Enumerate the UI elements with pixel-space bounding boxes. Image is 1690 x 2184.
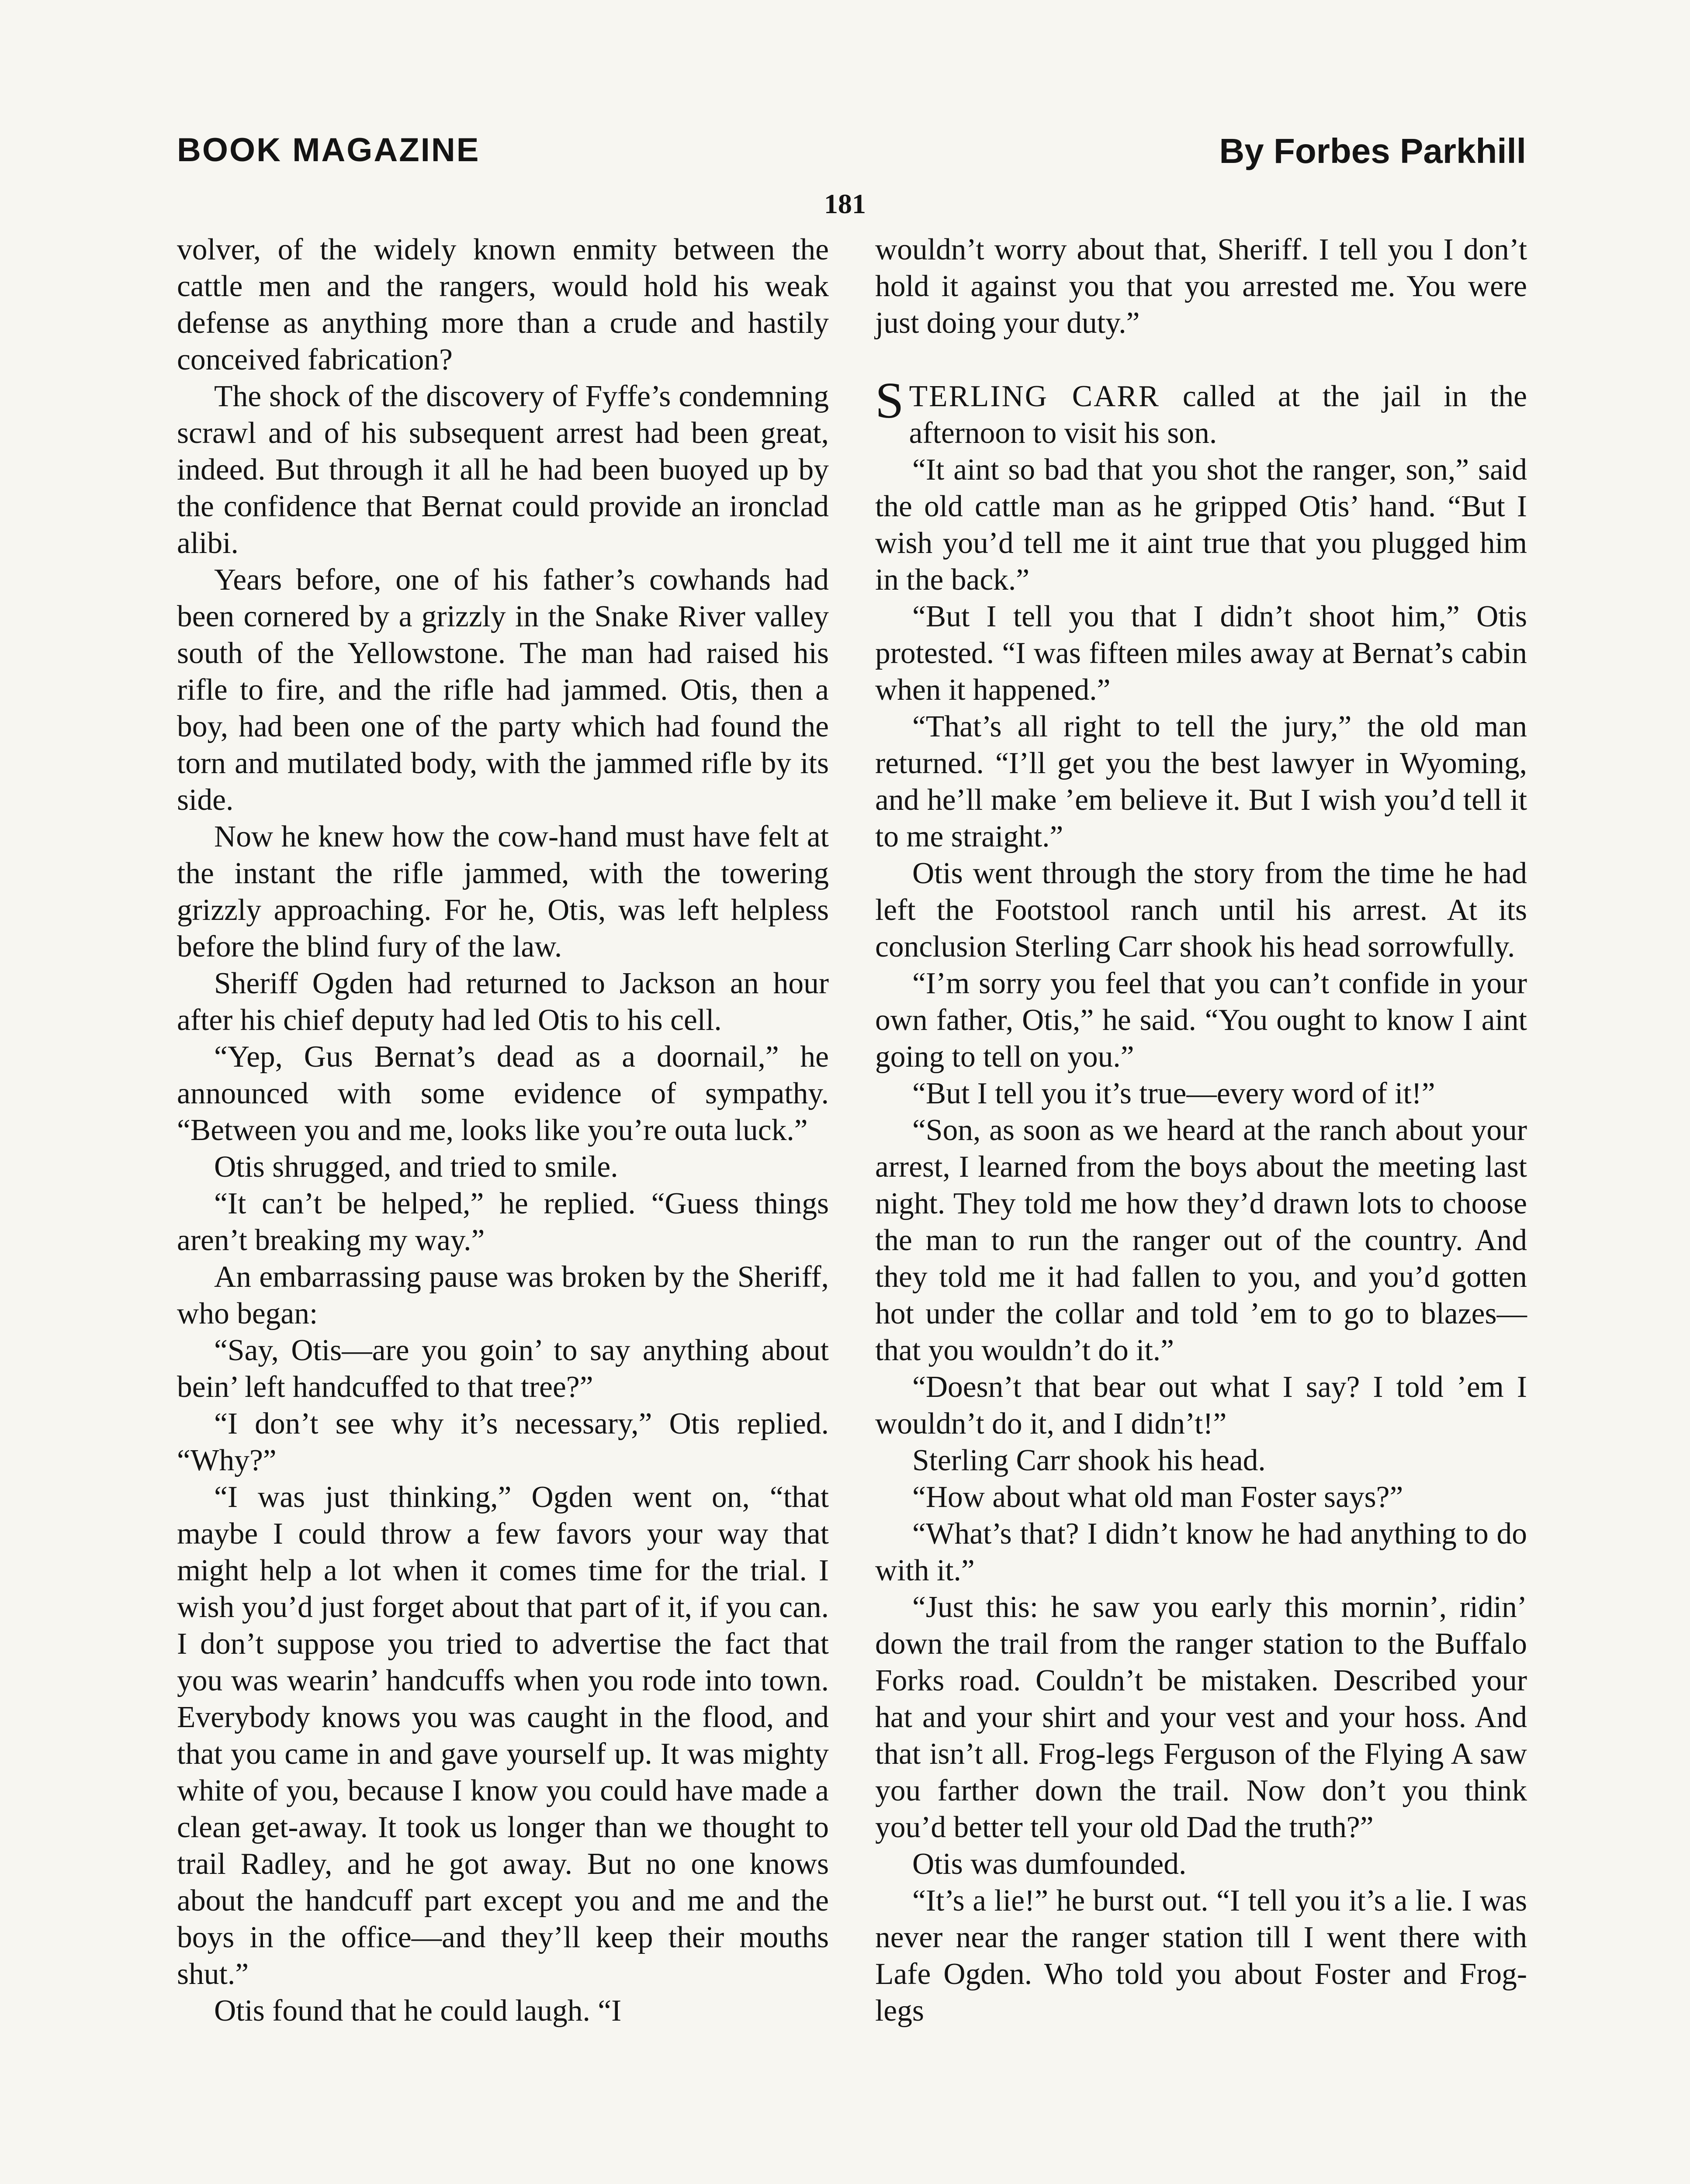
paragraph: volver, of the widely known enmity between the cattle men and the rangers, would hold his weak defense as anything more than a crude and hastily conceived fabrication? <box>177 233 829 377</box>
paragraph: “How about what old man Foster says?” <box>912 1480 1403 1514</box>
paragraph: An embarrassing pause was broken by the Sheriff, who began: <box>177 1260 829 1330</box>
paragraph: “I don’t see why it’s necessary,” Otis replied. “Why?” <box>177 1407 829 1477</box>
left-column <box>177 232 829 2029</box>
paragraph: “Just this: he saw you early this mornin’, ridin’ down the trail from the ranger station to the Buffalo Forks road. Couldn’t be mistaken. Described your hat and your shirt and your vest and your hoss. And that isn’t all. Frog-legs Ferguson of the Flying A saw you farther down the trail. Now don’t you think you’d better tell your old Dad the truth?” <box>875 1590 1527 1844</box>
small-caps-lead: TERLING CARR <box>909 380 1160 413</box>
paragraph: “But I tell you it’s true—every word of it!” <box>912 1077 1435 1110</box>
paragraph: “Say, Otis—are you goin’ to say anything about bein’ left handcuffed to that tree?” <box>177 1334 829 1404</box>
page-number: 181 <box>824 188 866 219</box>
author-byline: By Forbes Parkhill <box>1219 131 1526 170</box>
paragraph: “Son, as soon as we heard at the ranch about your arrest, I learned from the boys about the meeting last night. They told me how they’d drawn lots to choose the man to run the ranger out of the country. And they told me it had fallen to you, and you’d gotten hot under the collar and told ’em to go to blazes—that you wouldn’t do it.” <box>875 1113 1527 1367</box>
paragraph: “That’s all right to tell the jury,” the old man returned. “I’ll get you the best lawyer in Wyoming, and he’ll make ’em believe it. But I wish you’d tell it to me straight.” <box>875 710 1527 854</box>
paragraph: Sterling Carr shook his head. <box>912 1444 1266 1477</box>
paragraph: “I was just thinking,” Ogden went on, “that maybe I could throw a few favors your way that might help a lot when it comes time for the trial. I wish you’d just forget about that part of it, if you can. I don’t suppose you tried to advertise the fact that you was wearin’ handcuffs when you rode into town. Everybody knows you was caught in the flood, and that you came in and gave yourself up. It was mighty white of you, because I know you could have made a clean get-away. It took us longer than we thought to trail Radley, and he got away. But no one knows about the handcuff part except you and me and the boys in the office—and they’ll keep their mouths shut.” <box>177 1480 829 1991</box>
paragraph: Otis went through the story from the time he had left the Footstool ranch until his arrest. At its conclusion Sterling Carr shook his head sorrowfully. <box>875 857 1527 964</box>
paragraph: Otis was dumfounded. <box>912 1847 1187 1881</box>
paragraph-text: called at the jail in the afternoon to visit his son. <box>909 380 1527 450</box>
paragraph: “It can’t be helped,” he replied. “Guess things aren’t breaking my way.” <box>177 1187 829 1257</box>
section-opening-paragraph <box>875 372 1527 452</box>
paragraph: The shock of the discovery of Fyffe’s condemning scrawl and of his subsequent arrest had been great, indeed. But through it all he had been buoyed up by the confidence that Bernat could provide an ironclad alibi. <box>177 380 829 560</box>
paragraph: “It aint so bad that you shot the ranger, son,” said the old cattle man as he gripped Otis’ hand. “But I wish you’d tell me it aint true that you plugged him in the back.” <box>875 453 1527 597</box>
right-column <box>875 232 1527 2029</box>
paragraph: “Yep, Gus Bernat’s dead as a doornail,” he announced with some evidence of sympathy. “Between you and me, looks like you’re outa luck.” <box>177 1040 829 1147</box>
paragraph: Sheriff Ogden had returned to Jackson an hour after his chief deputy had led Otis to his cell. <box>177 967 829 1037</box>
paragraph: Otis found that he could laugh. “I <box>214 1994 622 2028</box>
running-header <box>177 131 1526 183</box>
paragraph: “It’s a lie!” he burst out. “I tell you it’s a lie. I was never near the ranger station till I went there with Lafe Ogden. Who told you about Foster and Frog-legs <box>875 1884 1527 2028</box>
paragraph: wouldn’t worry about that, Sheriff. I tell you I don’t hold it against you that you arrested me. You were just doing your duty.” <box>875 233 1527 340</box>
drop-cap: S <box>875 372 904 429</box>
paragraph: “Doesn’t that bear out what I say? I told ’em I wouldn’t do it, and I didn’t!” <box>875 1370 1527 1441</box>
paragraph: Otis shrugged, and tried to smile. <box>214 1150 618 1184</box>
paragraph: “I’m sorry you feel that you can’t confide in your own father, Otis,” he said. “You ought to know I aint going to tell on you.” <box>875 967 1527 1074</box>
paragraph: Years before, one of his father’s cowhands had been cornered by a grizzly in the Snake River valley south of the Yellowstone. The man had raised his rifle to fire, and the rifle had jammed. Otis, then a boy, had been one of the party which had found the torn and mutilated body, with the jammed rifle by its side. <box>177 563 829 817</box>
paragraph: “What’s that? I didn’t know he had anything to do with it.” <box>875 1517 1527 1587</box>
paragraph: Now he knew how the cow-hand must have felt at the instant the rifle jammed, with the towering grizzly approaching. For he, Otis, was left helpless before the blind fury of the law. <box>177 820 829 964</box>
magazine-title: BOOK MAGAZINE <box>177 131 480 169</box>
paragraph: “But I tell you that I didn’t shoot him,” Otis protested. “I was fifteen miles away at Bernat’s cabin when it happened.” <box>875 600 1527 707</box>
